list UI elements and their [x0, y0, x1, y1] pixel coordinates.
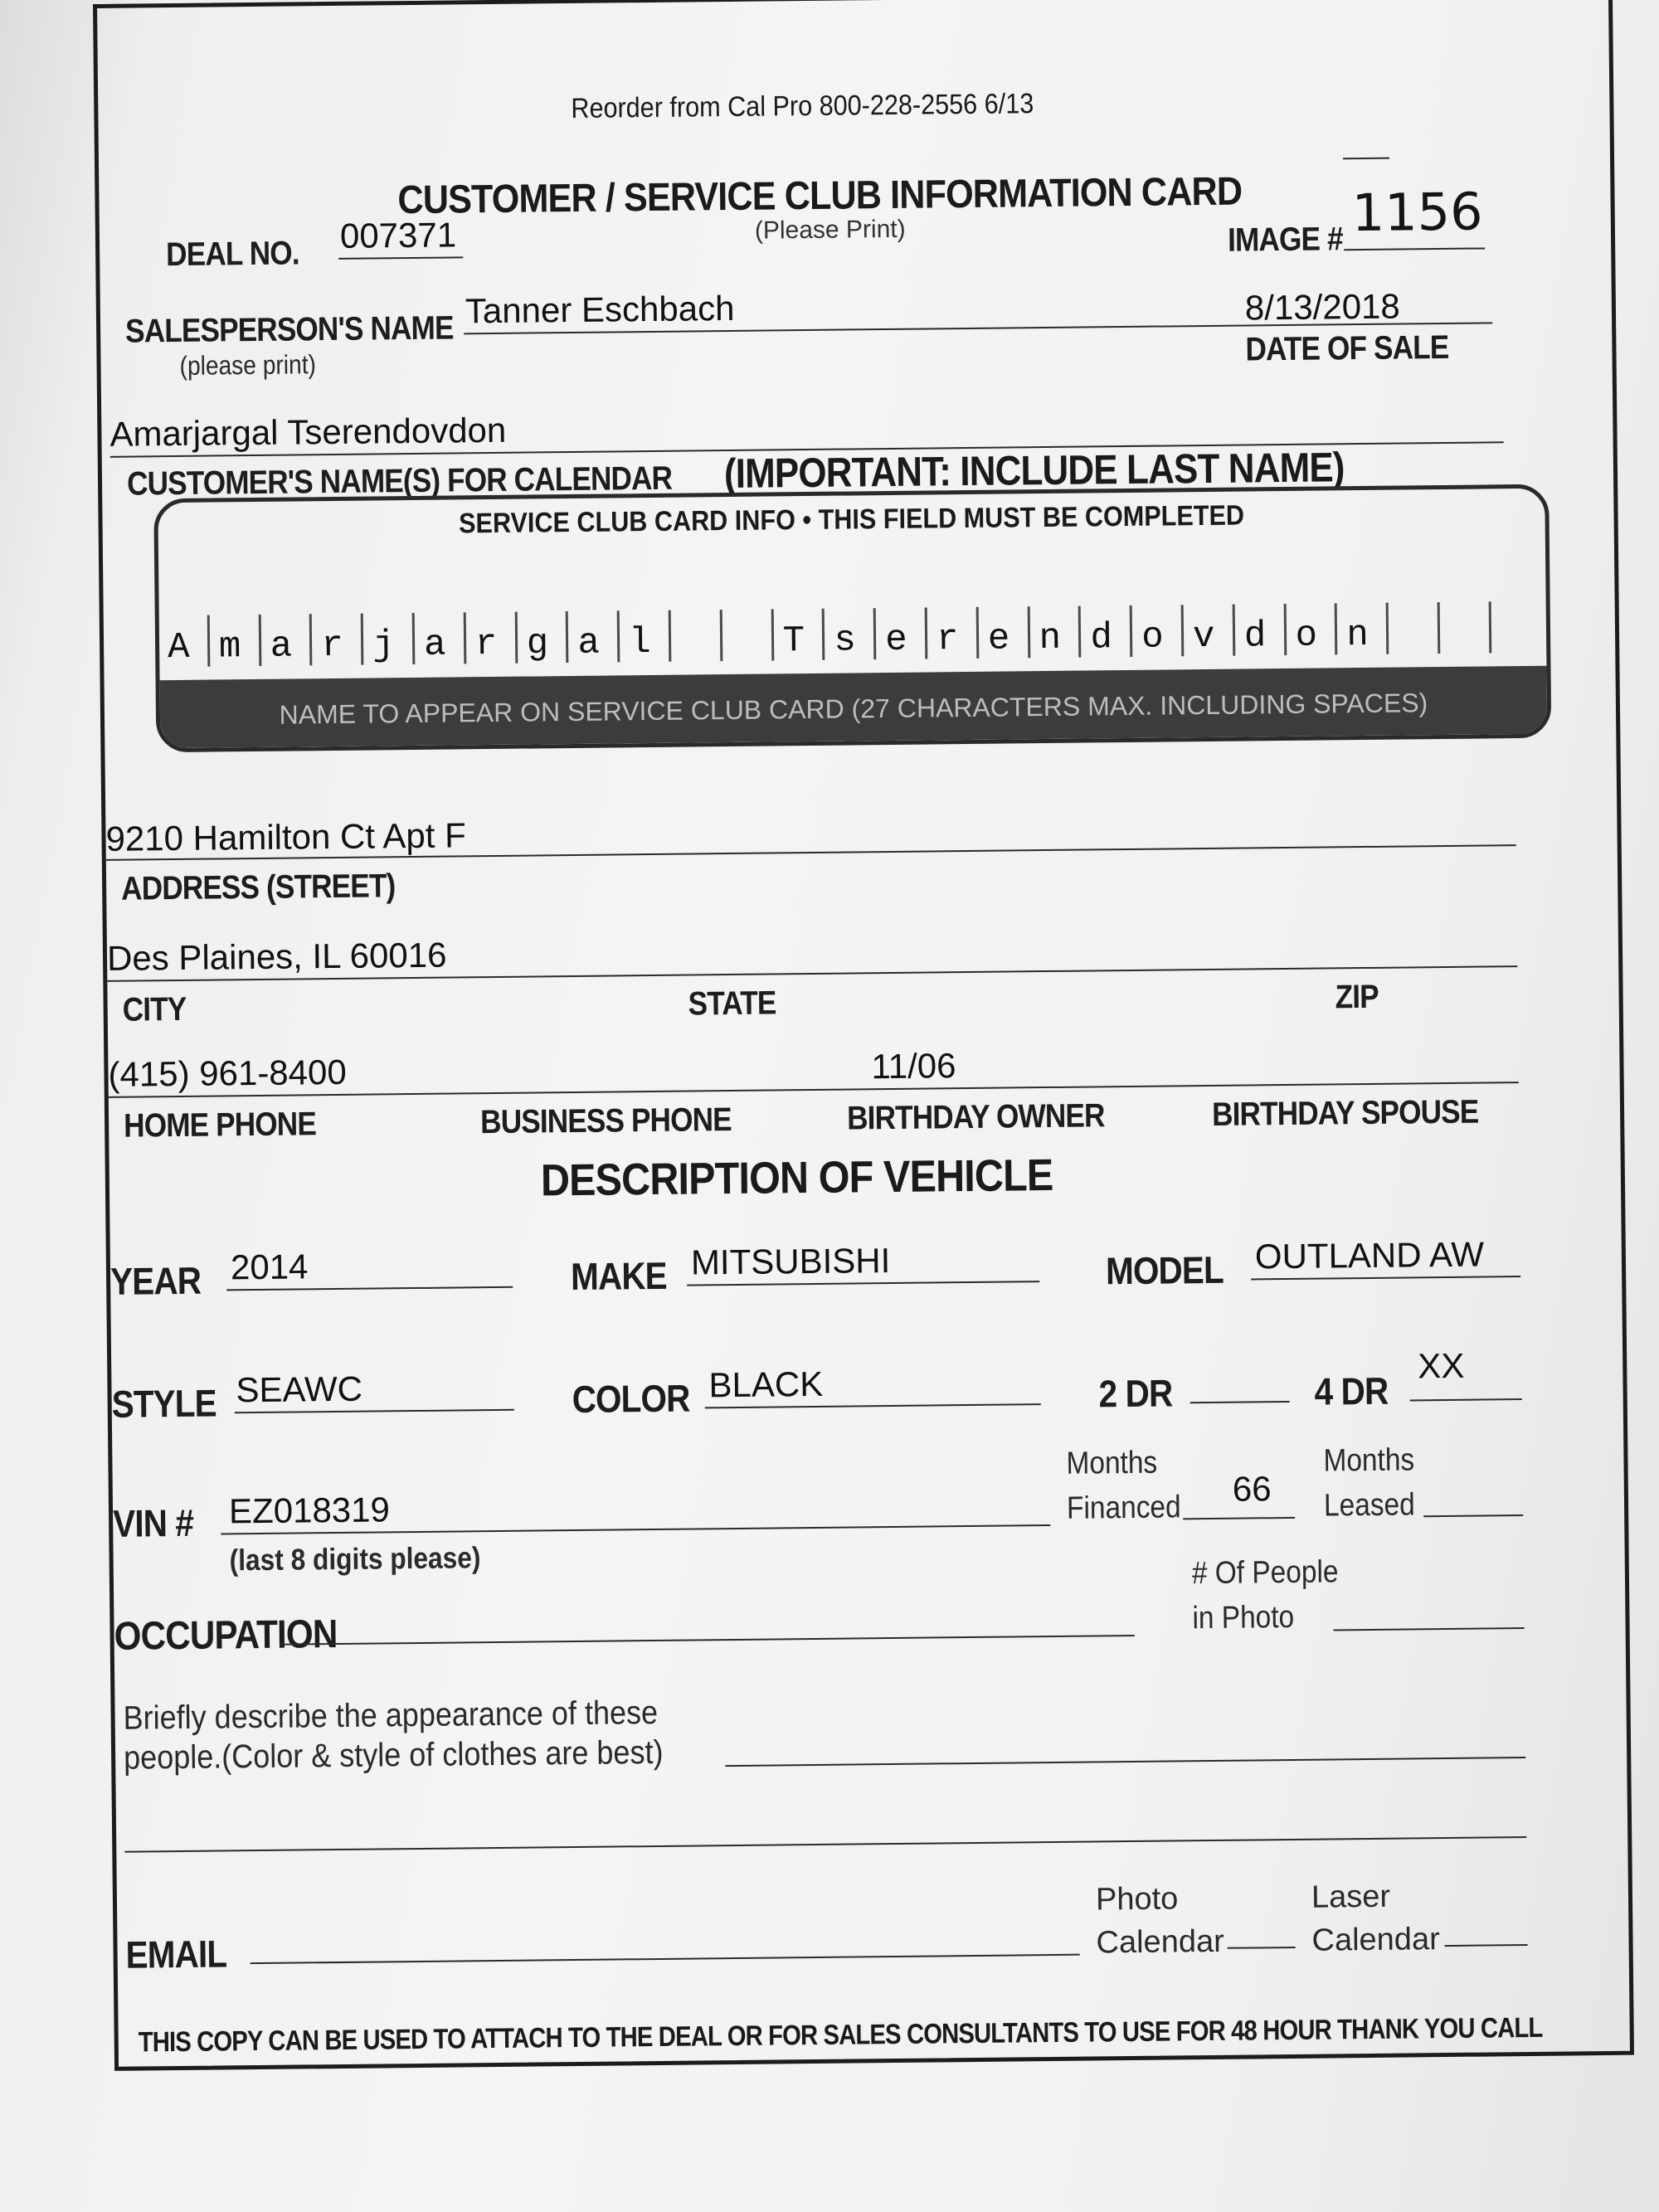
date-of-sale-label: DATE OF SALE	[1245, 328, 1449, 368]
people-in-photo-label-1: # Of People	[1191, 1554, 1339, 1592]
card-character-22[interactable]: d	[1243, 615, 1267, 658]
laser-calendar-label-2: Calendar	[1311, 1922, 1440, 1958]
city-label: CITY	[122, 990, 187, 1028]
model-label: MODEL	[1105, 1247, 1224, 1293]
two-door-line	[1190, 1401, 1290, 1403]
birthday-owner-label: BIRTHDAY OWNER	[846, 1097, 1105, 1137]
image-no-label: IMAGE #	[1227, 221, 1343, 259]
character-divider-tick	[207, 615, 211, 667]
address-value[interactable]: 9210 Hamilton Ct Apt F	[105, 815, 466, 858]
character-divider-tick	[719, 610, 722, 661]
four-door-value[interactable]: XX	[1418, 1345, 1465, 1386]
footer-note: THIS COPY CAN BE USED TO ATTACH TO THE DEAL OR FOR SALES CONSULTANTS TO USE FOR 48 HOUR THANK YOU CALL	[138, 2011, 1543, 2059]
customer-name-value[interactable]: Amarjargal Tserendovdon	[109, 410, 507, 454]
character-divider-tick	[1386, 603, 1389, 654]
card-character-20[interactable]: o	[1141, 616, 1164, 659]
laser-calendar-label-1: Laser	[1311, 1879, 1391, 1915]
email-line	[251, 1954, 1080, 1964]
card-character-17[interactable]: e	[987, 618, 1010, 660]
months-financed-label-1: Months	[1066, 1445, 1158, 1481]
card-character-14[interactable]: s	[834, 620, 857, 662]
service-card-footer-text: NAME TO APPEAR ON SERVICE CLUB CARD (27 CHARACTERS MAX. INCLUDING SPACES)	[279, 688, 1428, 730]
character-divider-tick	[1232, 605, 1235, 656]
birthday-spouse-label: BIRTHDAY SPOUSE	[1211, 1093, 1479, 1133]
character-divider-tick	[822, 609, 825, 660]
people-in-photo-line	[1334, 1627, 1525, 1631]
service-card-footer-bar	[160, 666, 1548, 749]
make-value[interactable]: MITSUBISHI	[690, 1241, 891, 1282]
character-divider-tick	[1078, 606, 1082, 658]
character-divider-tick	[412, 613, 416, 664]
people-in-photo-label-2: in Photo	[1192, 1599, 1295, 1636]
service-card-heading: SERVICE CLUB CARD INFO • THIS FIELD MUST BE COMPLETED	[458, 499, 1245, 540]
character-divider-tick	[1488, 601, 1491, 653]
zip-label: ZIP	[1335, 978, 1379, 1016]
vin-note: (last 8 digits please)	[229, 1540, 481, 1578]
character-divider-tick	[1438, 602, 1441, 654]
character-divider-tick	[617, 610, 620, 662]
character-divider-tick	[566, 611, 569, 663]
character-divider-tick	[1181, 605, 1185, 656]
make-label: MAKE	[570, 1253, 668, 1299]
character-divider-tick	[1335, 603, 1338, 654]
card-character-3[interactable]: a	[270, 625, 293, 668]
card-character-19[interactable]: d	[1090, 617, 1113, 659]
card-character-24[interactable]: n	[1346, 614, 1370, 657]
color-label: COLOR	[572, 1376, 690, 1422]
year-value[interactable]: 2014	[230, 1247, 309, 1287]
character-divider-tick	[771, 609, 774, 660]
color-value[interactable]: BLACK	[708, 1364, 824, 1405]
card-character-6[interactable]: a	[423, 624, 446, 666]
vin-label: VIN #	[112, 1500, 194, 1545]
business-phone-label: BUSINESS PHONE	[479, 1101, 732, 1141]
months-leased-label-1: Months	[1323, 1442, 1415, 1479]
salesperson-label: SALESPERSON'S NAME	[124, 309, 454, 350]
birthday-owner-value[interactable]: 11/06	[871, 1046, 956, 1087]
card-character-18[interactable]: n	[1039, 617, 1062, 660]
months-leased-label-2: Leased	[1323, 1487, 1415, 1524]
deal-no-value[interactable]: 007371	[339, 215, 457, 255]
describe-line-1: Briefly describe the appearance of these	[123, 1694, 659, 1737]
header-dash	[1343, 158, 1389, 160]
card-character-5[interactable]: j	[372, 625, 395, 667]
form-title: CUSTOMER / SERVICE CLUB INFORMATION CARD	[397, 169, 1243, 223]
two-door-label: 2 DR	[1098, 1371, 1173, 1416]
salesperson-sublabel: (please print)	[179, 349, 317, 381]
photo-calendar-label-2: Calendar	[1096, 1923, 1224, 1961]
card-character-16[interactable]: r	[936, 619, 959, 661]
character-divider-tick	[514, 612, 518, 664]
card-character-10[interactable]: l	[629, 621, 651, 664]
months-leased-line	[1423, 1514, 1523, 1517]
describe-line-2: people.(Color & style of clothes are best)	[123, 1733, 664, 1777]
months-financed-value[interactable]: 66	[1232, 1469, 1272, 1509]
card-character-23[interactable]: o	[1295, 615, 1318, 657]
character-divider-tick	[873, 608, 877, 659]
model-value[interactable]: OUTLAND AW	[1254, 1234, 1485, 1276]
card-character-4[interactable]: r	[321, 625, 344, 668]
months-financed-line	[1183, 1517, 1295, 1519]
deal-no-label: DEAL NO.	[165, 235, 299, 274]
deal-no-line	[338, 256, 463, 260]
customer-name-label: CUSTOMER'S NAME(S) FOR CALENDAR	[126, 459, 673, 503]
reorder-note: Reorder from Cal Pro 800-228-2556 6/13	[571, 88, 1034, 124]
card-character-15[interactable]: e	[885, 619, 907, 662]
card-character-7[interactable]: r	[474, 623, 498, 666]
year-label: YEAR	[109, 1258, 202, 1303]
card-character-13[interactable]: T	[782, 620, 805, 663]
occupation-line	[280, 1635, 1135, 1646]
occupation-label: OCCUPATION	[114, 1612, 338, 1659]
character-divider-tick	[975, 607, 979, 659]
state-label: STATE	[688, 984, 776, 1023]
four-door-line	[1410, 1398, 1522, 1401]
image-no-value[interactable]: 1156	[1351, 181, 1483, 244]
vin-value[interactable]: EZ018319	[228, 1490, 391, 1531]
important-note: (IMPORTANT: INCLUDE LAST NAME)	[723, 444, 1345, 498]
address-label: ADDRESS (STREET)	[120, 868, 396, 907]
photo-calendar-line	[1228, 1947, 1296, 1949]
date-of-sale-value[interactable]: 8/13/2018	[1244, 286, 1401, 328]
email-label: EMAIL	[125, 1932, 227, 1976]
character-divider-tick	[309, 614, 313, 665]
character-divider-tick	[361, 614, 364, 665]
photo-calendar-label-1: Photo	[1095, 1881, 1179, 1918]
card-character-1[interactable]: A	[167, 626, 190, 669]
character-divider-tick	[464, 612, 467, 664]
card-character-8[interactable]: g	[526, 623, 549, 665]
character-divider-tick	[1027, 606, 1030, 658]
please-print-note: (Please Print)	[754, 215, 906, 245]
card-character-21[interactable]: v	[1192, 615, 1215, 659]
four-door-label: 4 DR	[1314, 1369, 1389, 1413]
image-no-line	[1344, 247, 1485, 250]
character-divider-tick	[1283, 604, 1287, 655]
describe-line-extra	[124, 1836, 1526, 1853]
describe-line-field	[725, 1757, 1525, 1767]
salesperson-value[interactable]: Tanner Eschbach	[465, 288, 735, 331]
character-divider-tick	[925, 608, 928, 659]
home-phone-value[interactable]: (415) 961-8400	[108, 1052, 347, 1094]
months-financed-label-2: Financed	[1066, 1490, 1181, 1526]
card-character-9[interactable]: a	[577, 622, 601, 664]
home-phone-label: HOME PHONE	[123, 1106, 317, 1145]
card-character-2[interactable]: m	[218, 626, 241, 668]
service-club-card-box	[153, 484, 1551, 753]
character-divider-tick	[1130, 605, 1133, 657]
vehicle-heading: DESCRIPTION OF VEHICLE	[540, 1150, 1053, 1206]
laser-calendar-line	[1445, 1944, 1528, 1947]
style-value[interactable]: SEAWC	[236, 1369, 363, 1410]
information-card	[93, 0, 1634, 2071]
style-label: STYLE	[111, 1381, 217, 1426]
city-state-zip-value[interactable]: Des Plaines, IL 60016	[106, 935, 447, 978]
character-divider-tick	[258, 615, 261, 666]
character-divider-tick	[669, 610, 672, 662]
